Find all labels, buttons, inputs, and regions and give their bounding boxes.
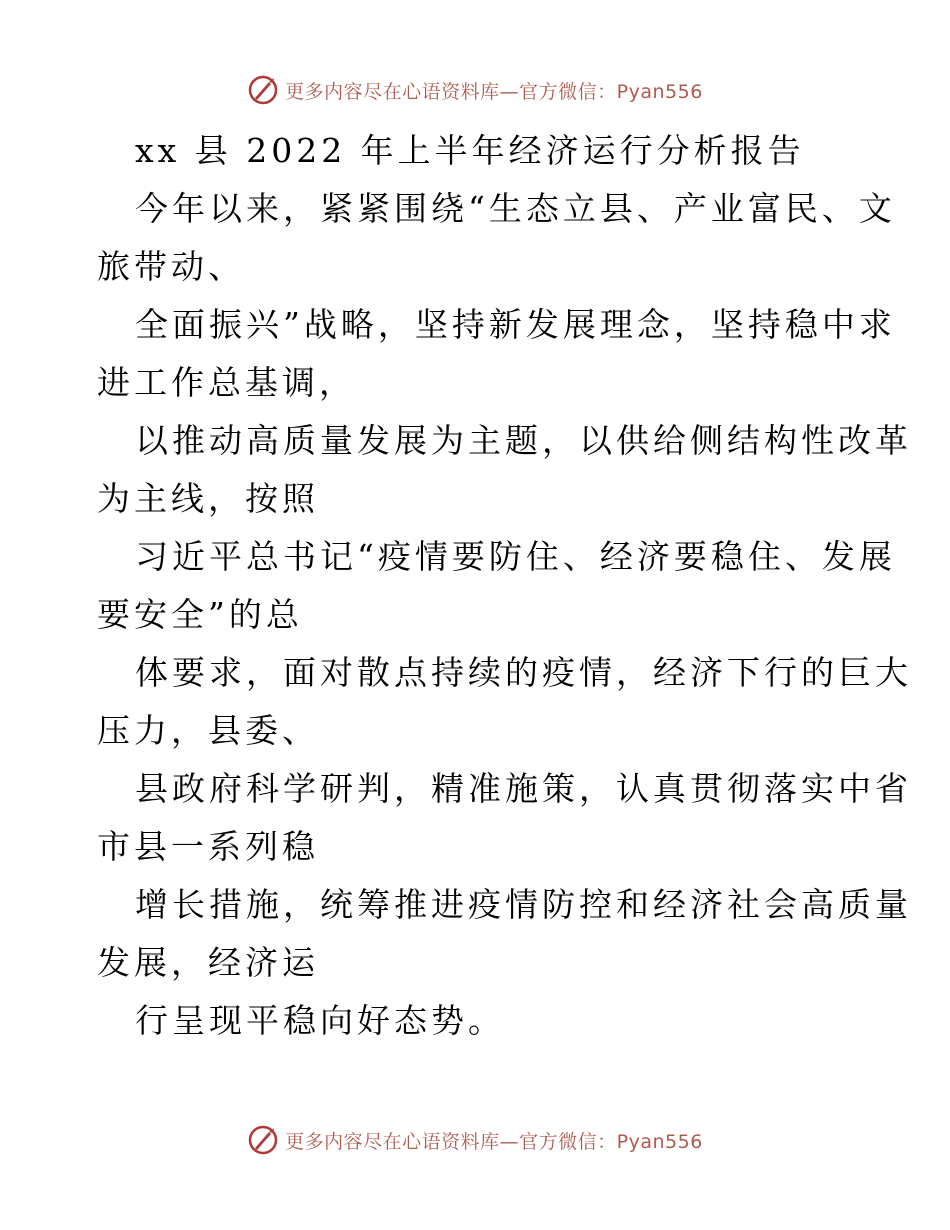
paragraph-line: 全面振兴”战略，坚持新发展理念，坚持稳中求: [135, 305, 896, 344]
paragraph-line: 旅带动、: [97, 247, 245, 286]
header-watermark: [0, 70, 950, 110]
footer-watermark: [0, 1120, 950, 1160]
paragraph-line: 习近平总书记“疫情要防住、经济要稳住、发展: [135, 537, 896, 576]
paragraph-line: 发展，经济运: [97, 943, 319, 982]
watermark-text: 更多内容尽在心语资料库—官方微信：Pyan556: [285, 80, 703, 103]
paragraph-line: 增长措施，统筹推进疫情防控和经济社会高质量: [135, 885, 912, 924]
paragraph-line: 压力，县委、: [97, 711, 319, 750]
paragraph-line: 县政府科学研判，精准施策，认真贯彻落实中省: [135, 769, 912, 808]
paragraph-line: 今年以来，紧紧围绕“生态立县、产业富民、文: [135, 189, 896, 228]
paragraph-line: 进工作总基调，: [97, 363, 356, 402]
paragraph-line: 市县一系列稳: [97, 827, 319, 866]
paragraph-line: 要安全”的总: [97, 595, 303, 634]
quill-logo-icon: [247, 74, 279, 106]
document-title: xx 县 2022 年上半年经济运行分析报告: [135, 131, 805, 170]
paragraph-line: 体要求，面对散点持续的疫情，经济下行的巨大: [135, 653, 912, 692]
watermark-text: 更多内容尽在心语资料库—官方微信：Pyan556: [285, 1130, 703, 1153]
document-body: [97, 122, 912, 1050]
paragraph-line: 以推动高质量发展为主题，以供给侧结构性改革: [135, 421, 912, 460]
paragraph-line: 行呈现平稳向好态势。: [135, 1001, 505, 1040]
quill-logo-icon: [247, 1124, 279, 1156]
paragraph-line: 为主线，按照: [97, 479, 319, 518]
